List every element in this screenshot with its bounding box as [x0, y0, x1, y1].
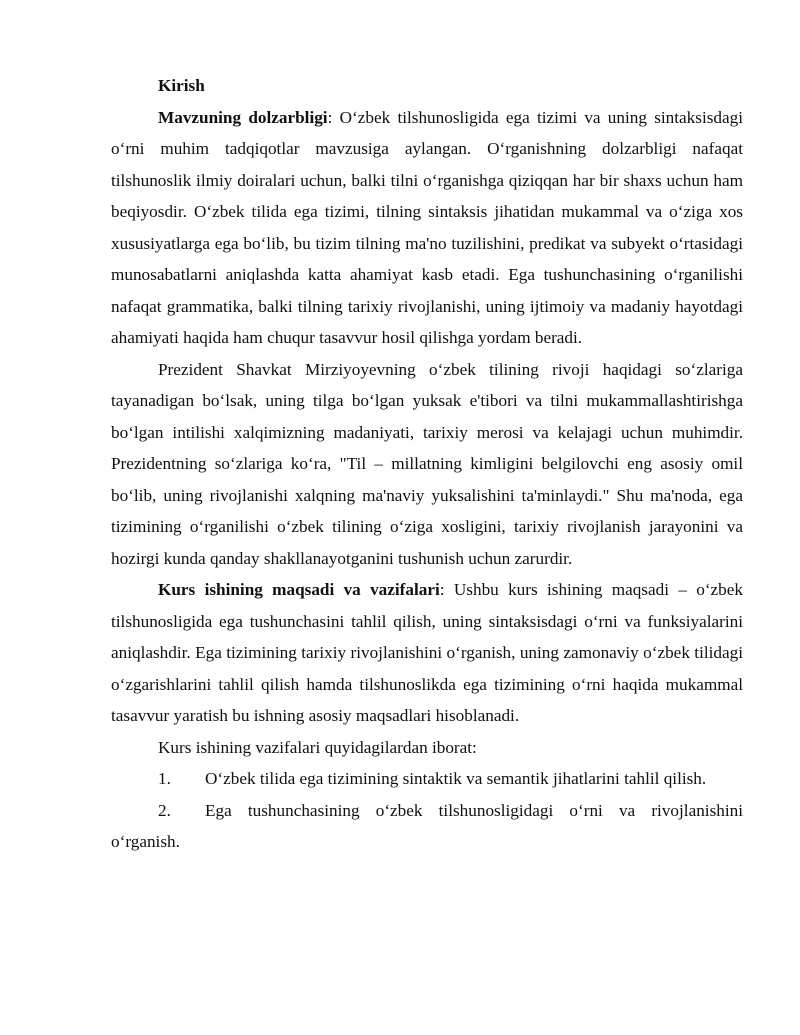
- relevance-text: : O‘zbek tilshunosligida ega tizimi va uning sintaksisdagi o‘rni muhim tadqiqotlar mavzusiga aylangan. O‘rganishning dolzarbligi nafaqat tilshunoslik ilmiy doiralari uchun, balki tilni o‘rganishga qiziqqan har bir shaxs uchun ham beqiyosdir. O‘zbek tilida ega tizimi, tilning sintaksis jihatidan mukammal va o‘ziga xos xususiyatlarga ega bo‘lib, bu tizim tilning ma'no tuzilishini, predikat va subyekt o‘rtasidagi munosabatlarni aniqlashda katta ahamiyat kasb etadi. Ega tushunchasining o‘rganilishi nafaqat grammatika, balki tilning tarixiy rivojlanishi, uning ijtimoiy va madaniy hayotdagi ahamiyati haqida ham chuqur tasavvur hosil qilishga yordam beradi.: [111, 107, 743, 347]
- paragraph-president-quote: Prezident Shavkat Mirziyoyevning o‘zbek tilining rivoji haqidagi so‘zlariga tayanadigan bo‘lsak, uning tilga bo‘lgan yuksak e'tibori va tilni mukammallashtirishga bo‘lgan intilishi xalqimizning madaniyati, tarixiy merosi va kelajagi uchun muhimdir. Prezidentning so‘zlariga ko‘ra, "Til – millatning kimligini belgilovchi eng asosiy omil bo‘lib, uning rivojlanishi xalqning ma'naviy yuksalishini ta'minlaydi." Shu ma'noda, ega tizimining o‘rganilishi o‘zbek tilining o‘ziga xosligini, tarixiy rivojlanish jarayonini va hozirgi kunda qanday shakllanayotganini tushunish uchun zarurdir.: [111, 359, 743, 568]
- list-item: [111, 795, 743, 858]
- list-item: [111, 763, 743, 795]
- goals-text: : Ushbu kurs ishining maqsadi – o‘zbek tilshunosligida ega tushunchasini tahlil qilish, uning sintaksisdagi o‘rni va funksiyalarini aniqlashdir. Ega tizimining tarixiy rivojlanishini o‘rganish, uning zamonaviy o‘zbek tilidagi o‘zgarishlarini tahlil qilish hamda tilshunoslikda ega tizimining o‘rni haqida mukammal tasavvur yaratish bu ishning asosiy maqsadlari hisoblanadi.: [111, 580, 743, 725]
- list-text: O‘zbek tilida ega tizimining sintaktik va semantik jihatlarini tahlil qilish.: [205, 769, 707, 788]
- paragraph-tasks-intro: Kurs ishining vazifalari quyidagilardan iborat:: [158, 737, 477, 757]
- paragraph-relevance: [111, 102, 743, 354]
- section-heading: Kirish: [158, 76, 205, 95]
- relevance-lead: Mavzuning dolzarbligi: [158, 107, 328, 127]
- list-text: Ega tushunchasining o‘zbek tilshunosligidagi o‘rni va rivojlanishini o‘rganish.: [111, 800, 743, 851]
- list-number: 1.: [158, 769, 171, 788]
- paragraph-goals: [111, 574, 743, 732]
- goals-lead: Kurs ishining maqsadi va vazifalari: [158, 580, 440, 599]
- list-number: 2.: [158, 800, 171, 820]
